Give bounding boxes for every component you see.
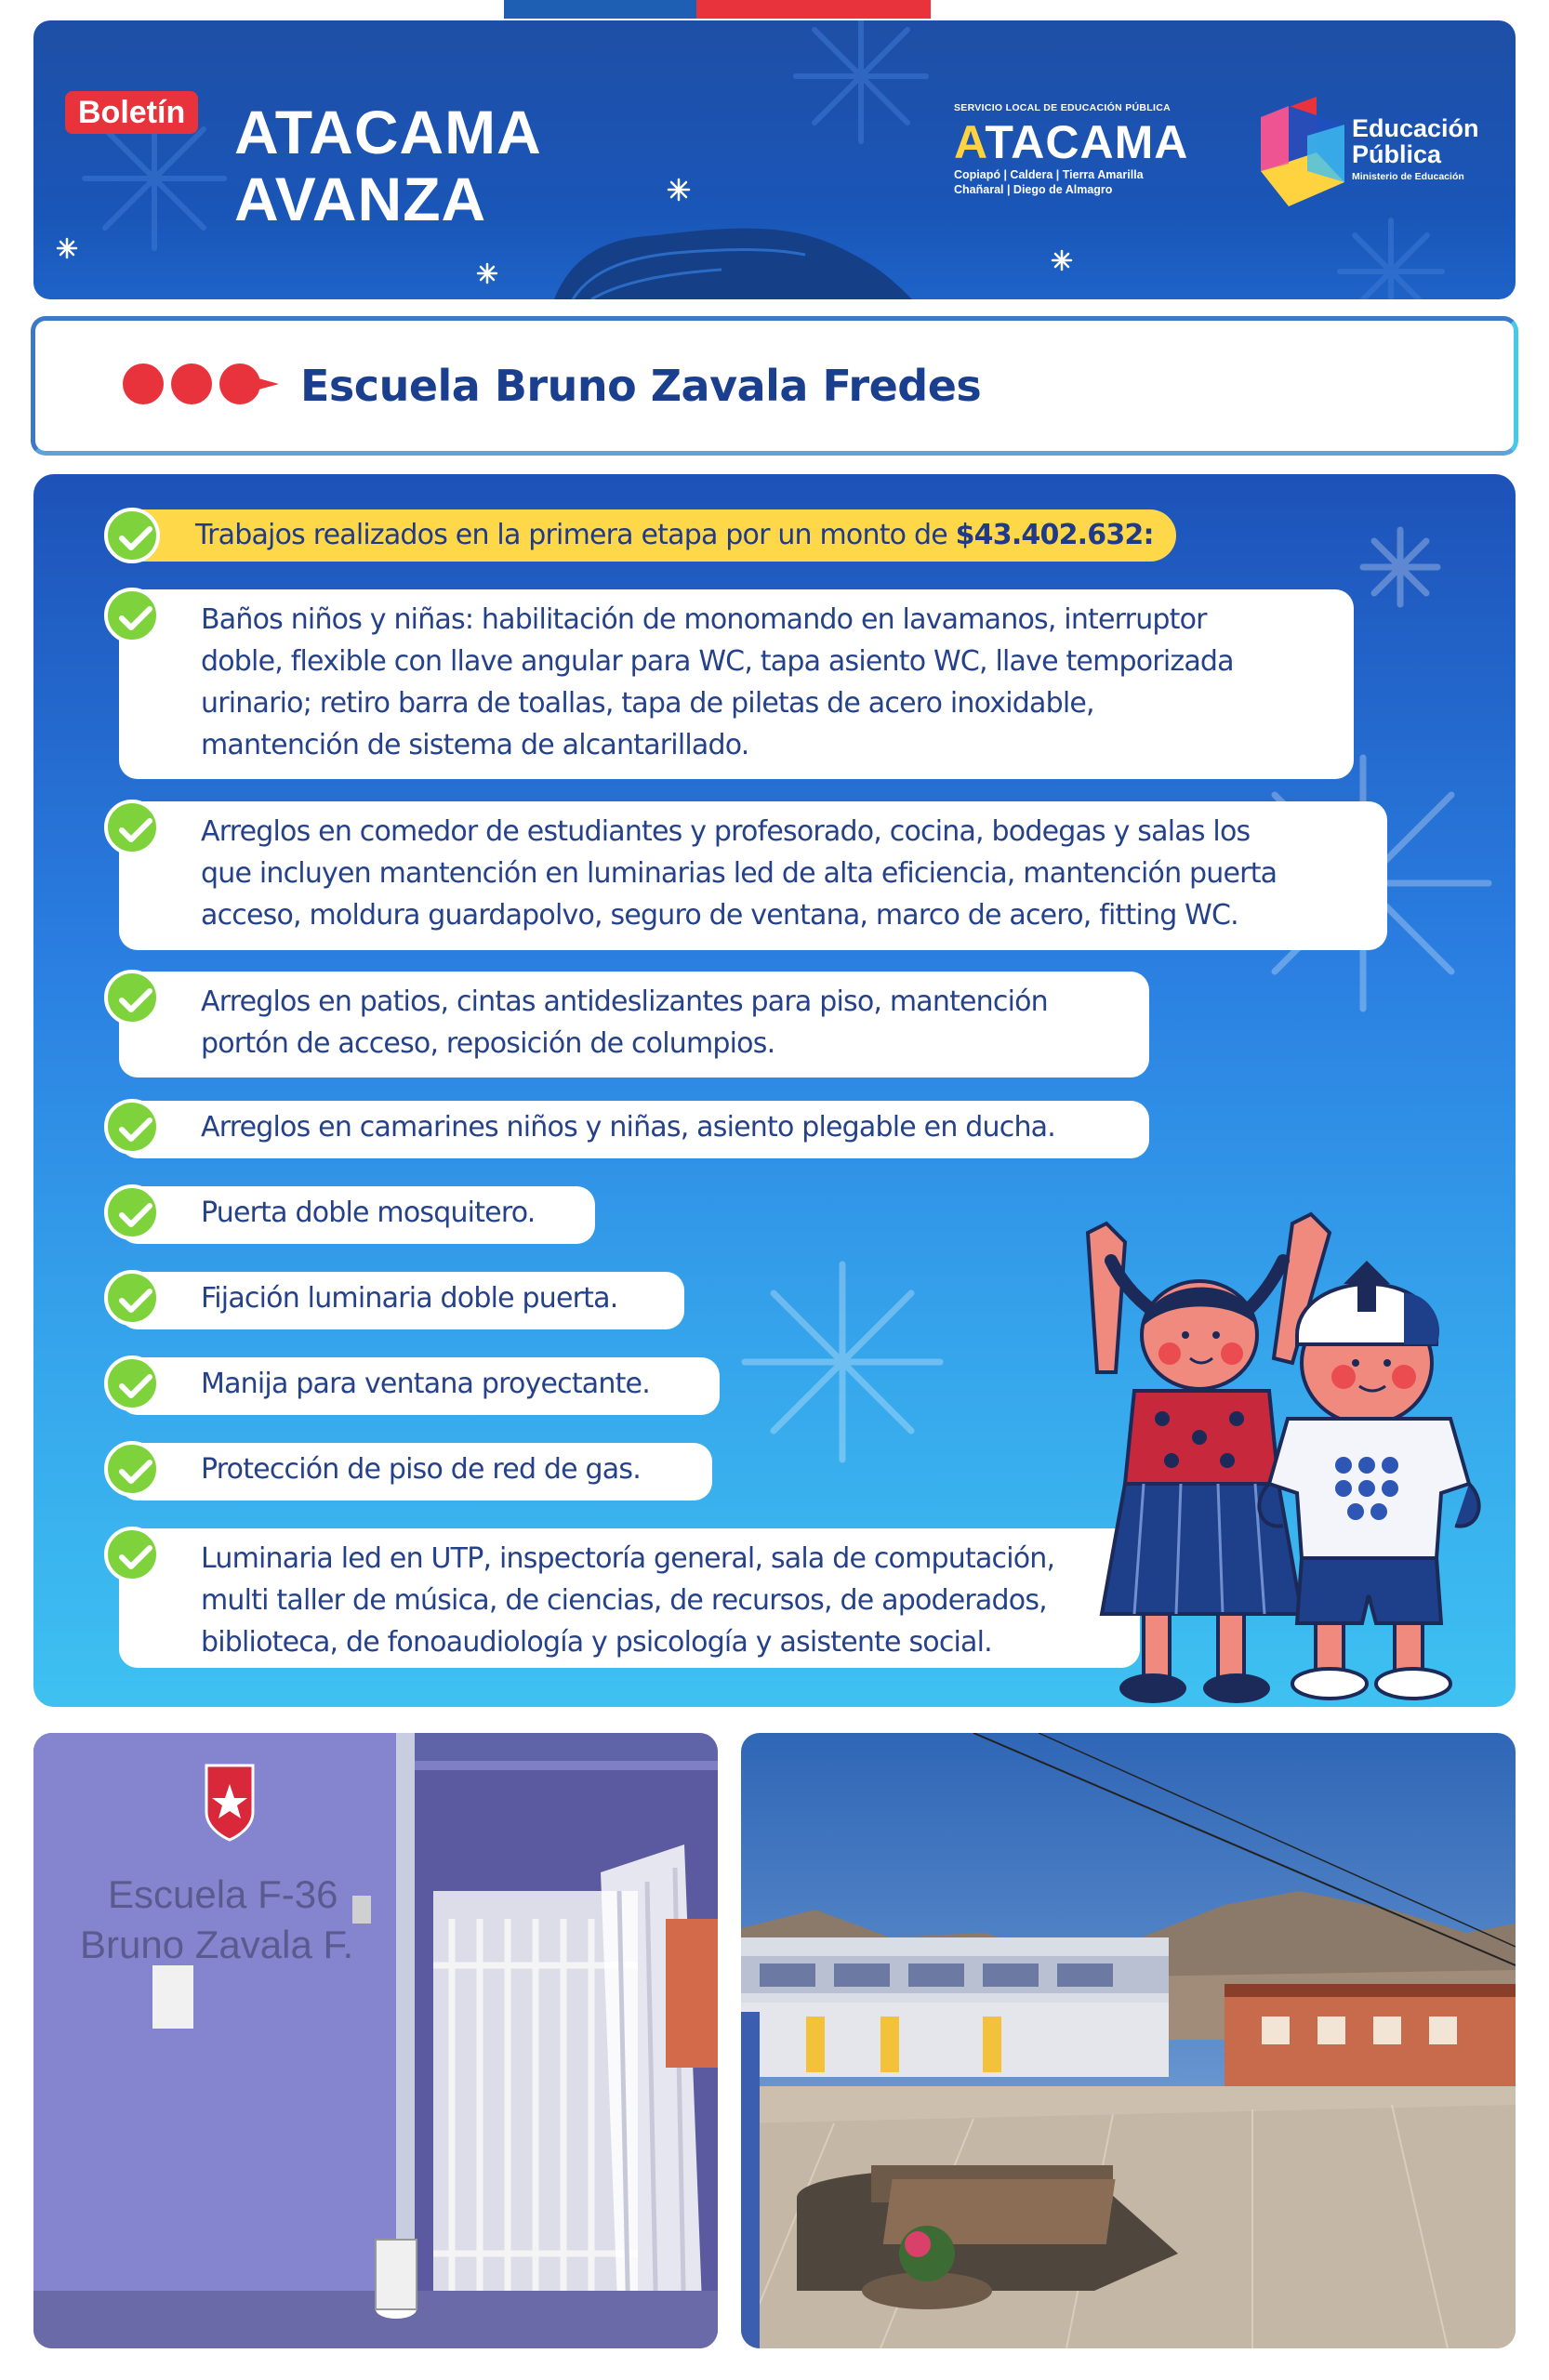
bulletin-title xyxy=(234,99,606,232)
educacion-publica-emblem-icon xyxy=(1251,97,1354,218)
three-dots-icon xyxy=(119,358,286,410)
work-item-line: Luminaria led en UTP, inspectoría general, sala de computación, xyxy=(201,1542,1055,1575)
bulletin-header xyxy=(33,20,1516,299)
work-item-line: Arreglos en patios, cintas antideslizantes para piso, mantención xyxy=(201,985,1048,1018)
flag-stripe-red xyxy=(696,0,931,19)
work-item-line: Protección de piso de red de gas. xyxy=(201,1453,641,1486)
school-name: Escuela Bruno Zavala Fredes xyxy=(300,361,982,411)
check-icon xyxy=(104,1355,160,1411)
atacama-logo-name xyxy=(954,117,1251,167)
work-item-luminaria-led xyxy=(119,1528,1140,1668)
work-item-mosquitero xyxy=(119,1186,595,1244)
work-item-gas xyxy=(119,1443,712,1501)
work-item-patios xyxy=(119,972,1149,1078)
work-item-camarines xyxy=(119,1101,1149,1158)
educacion-publica-line2: Pública xyxy=(1352,140,1442,168)
check-icon xyxy=(104,1184,160,1240)
work-item-line: mantención de sistema de alcantarillado. xyxy=(201,729,749,761)
work-item-line: Baños niños y niñas: habilitación de monomando en lavamanos, interruptor xyxy=(201,603,1207,636)
educacion-publica-logo xyxy=(1251,97,1516,227)
work-item-line: que incluyen mantención en luminarias led de alta eficiencia, mantención puerta xyxy=(201,857,1278,890)
work-item-manija xyxy=(119,1357,720,1415)
atacama-logo-a: A xyxy=(954,116,986,168)
work-item-comedor xyxy=(119,801,1387,950)
bulletin-badge: Boletín xyxy=(65,91,198,134)
educacion-publica-line1: Educación xyxy=(1352,114,1479,142)
children-illustration xyxy=(1060,1205,1488,1726)
check-icon xyxy=(104,1270,160,1326)
atacama-logo-rest: TACAMA xyxy=(985,116,1189,168)
check-icon xyxy=(104,1099,160,1155)
atacama-logo-communes-2: Chañaral | Diego de Almagro xyxy=(954,183,1113,196)
check-icon xyxy=(104,1441,160,1497)
work-item-luminaria-puerta xyxy=(119,1272,684,1329)
atacama-logo xyxy=(954,102,1251,197)
bulletin-title-line2: AVANZA xyxy=(234,165,487,233)
work-item-line: Puerta doble mosquitero. xyxy=(201,1197,536,1229)
educacion-publica-line3: Ministerio de Educación xyxy=(1352,171,1464,182)
work-item-line: portón de acceso, reposición de columpios. xyxy=(201,1027,775,1060)
photo-sign-line1: Escuela F-36 xyxy=(108,1872,338,1916)
photo-school-entrance xyxy=(33,1733,718,2348)
work-item-line: acceso, moldura guardapolvo, seguro de ventana, marco de acero, fitting WC. xyxy=(201,899,1238,932)
check-icon xyxy=(104,508,160,563)
atacama-logo-communes-1: Copiapó | Caldera | Tierra Amarilla xyxy=(954,168,1144,181)
photo-sign-line2: Bruno Zavala F. xyxy=(80,1923,354,1966)
work-item-line: Arreglos en camarines niños y niñas, asiento plegable en ducha. xyxy=(201,1111,1055,1144)
atacama-logo-pretitle: SERVICIO LOCAL DE EDUCACIÓN PÚBLICA xyxy=(954,102,1171,113)
check-icon xyxy=(104,800,160,855)
intro-text: Trabajos realizados en la primera etapa por un monto de xyxy=(195,519,947,551)
educacion-publica-text xyxy=(1352,115,1479,182)
check-icon xyxy=(104,588,160,643)
school-name-box xyxy=(31,316,1518,456)
check-icon xyxy=(104,970,160,1025)
photo-schoolyard xyxy=(741,1733,1516,2348)
check-icon xyxy=(104,1527,160,1582)
work-item-line: multi taller de música, de ciencias, de recursos, de apoderados, xyxy=(201,1584,1047,1617)
work-item-line: Arreglos en comedor de estudiantes y profesorado, cocina, bodegas y salas los xyxy=(201,815,1251,848)
intro-banner xyxy=(110,509,1176,562)
work-item-line: biblioteca, de fonoaudiología y psicología y asistente social. xyxy=(201,1626,992,1659)
work-item-line: doble, flexible con llave angular para WC, tapa asiento WC, llave temporizada xyxy=(201,645,1234,678)
work-item-line: urinario; retiro barra de toallas, tapa de piletas de acero inoxidable, xyxy=(201,687,1094,720)
intro-amount: $43.402.632: xyxy=(955,519,1154,551)
work-item-banos xyxy=(119,589,1354,779)
flag-stripe-blue xyxy=(504,0,696,19)
work-item-line: Manija para ventana proyectante. xyxy=(201,1368,650,1400)
bulletin-title-line1: ATACAMA xyxy=(234,98,542,166)
work-item-line: Fijación luminaria doble puerta. xyxy=(201,1282,618,1315)
